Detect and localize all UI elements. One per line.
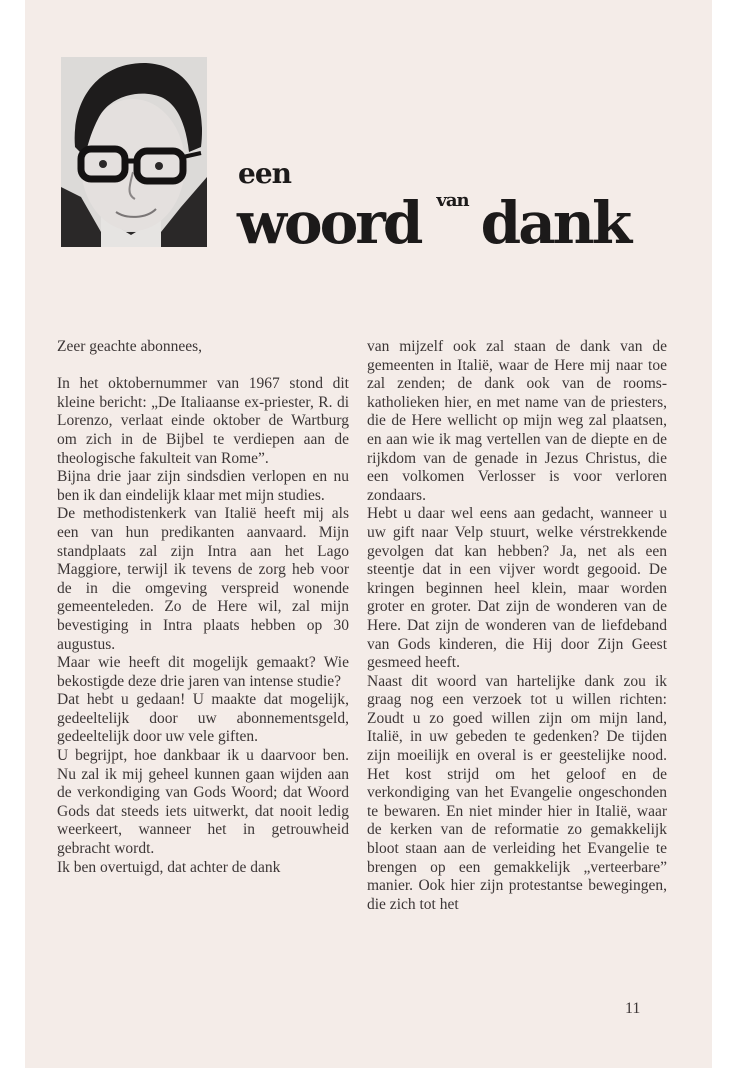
paragraph: In het oktobernummer van 1967 stond dit kleine bericht: „De Italiaanse ex-priester, R. di Lorenzo, verlaat einde oktober de Wartburg om zich in de Bijbel te verdiepen aan de theologische fakulteit van Rome”. xyxy=(57,375,349,467)
article-title xyxy=(237,189,630,257)
magazine-page xyxy=(25,0,712,1068)
paragraph: Maar wie heeft dit mogelijk gemaakt? Wie bekostigde deze drie jaren van intense studie? xyxy=(57,654,349,690)
page-number: 11 xyxy=(625,1000,641,1017)
paragraph: De methodistenkerk van Italië heeft mij als een van hun predikanten aanvaard. Mijn standplaats zal zijn Intra aan het Lago Maggiore, terwijl ik tevens de zorg heb voor de in die omgeving verspreid wonende gemeenteleden. Zo de Here wil, zal mijn bevestiging in Intra plaats hebben op 30 augustus. xyxy=(57,505,349,653)
left-column xyxy=(57,338,349,877)
portrait-photo-icon xyxy=(61,57,207,247)
paragraph: Naast dit woord van hartelijke dank zou ik graag nog een verzoek tot u willen richten: Zoudt u zo goed willen zijn om mijn land, Italië, in uw gebeden te gedenken? De tijden zijn moeilijk en overal is er geestelijke nood. Het kost strijd om het geloof en de verkondiging van het Evangelie ongeschonden te bewaren. En niet minder hier in Italië, waar de kerken van de reformatie zo gemakkelijk bloot staan aan de verleiding het Evangelie te brengen op een gemakkelijk „verteerbare” manier. Ook hier zijn protestantse bewegingen, die zich tot het xyxy=(367,672,667,913)
right-column xyxy=(367,338,667,914)
paragraph: Hebt u daar wel eens aan gedacht, wanneer u uw gift naar Velp stuurt, welke vérstrekkende gevolgen dat kan hebben? Ja, net als een steentje dat in een vijver wordt gegooid. De kringen beginnen heel klein, maar worden groter en groter. Dat zijn de wonderen van de Here. Dat zijn de wonderen van de liefdeband van Gods kinderen, die Hij door Zijn Geest gesmeed heeft. xyxy=(367,505,667,672)
title-een: een xyxy=(238,157,291,190)
title-woord: woord xyxy=(237,189,421,257)
paragraph: Bijna drie jaar zijn sindsdien verlopen en nu ben ik dan eindelijk klaar met mijn studies. xyxy=(57,468,349,504)
paragraph: Ik ben overtuigd, dat achter de dank xyxy=(57,858,281,876)
salutation: Zeer geachte abonnees, xyxy=(57,338,203,355)
paragraph: van mijzelf ook zal staan de dank van de gemeenten in Italië, waar de Here mij naar toe zal zenden; de dank ook van de rooms-katholieken hier, en met name van de priesters, die de Here wellicht op mijn weg zal plaatsen, en aan wie ik mag vertellen van de diepte en de rijkdom van de genade in Jezus Christus, die een volkomen Verlosser is voor verloren zondaars. xyxy=(367,338,667,504)
paragraph: Dat hebt u gedaan! U maakte dat mogelijk, gedeeltelijk door uw abonnementsgeld, gedeeltelijk door uw vele giften. xyxy=(57,691,349,746)
title-van: van xyxy=(436,190,469,211)
portrait-photo xyxy=(61,57,207,247)
title-dank: dank xyxy=(480,189,630,257)
paragraph: U begrijpt, hoe dankbaar ik u daarvoor ben. Nu zal ik mij geheel kunnen gaan wijden aan de verkondiging van Gods Woord; dat Woord Gods dat steeds iets uitwerkt, dat nooit ledig weerkeert, wanneer het in getrouwheid gebracht wordt. xyxy=(57,747,349,858)
